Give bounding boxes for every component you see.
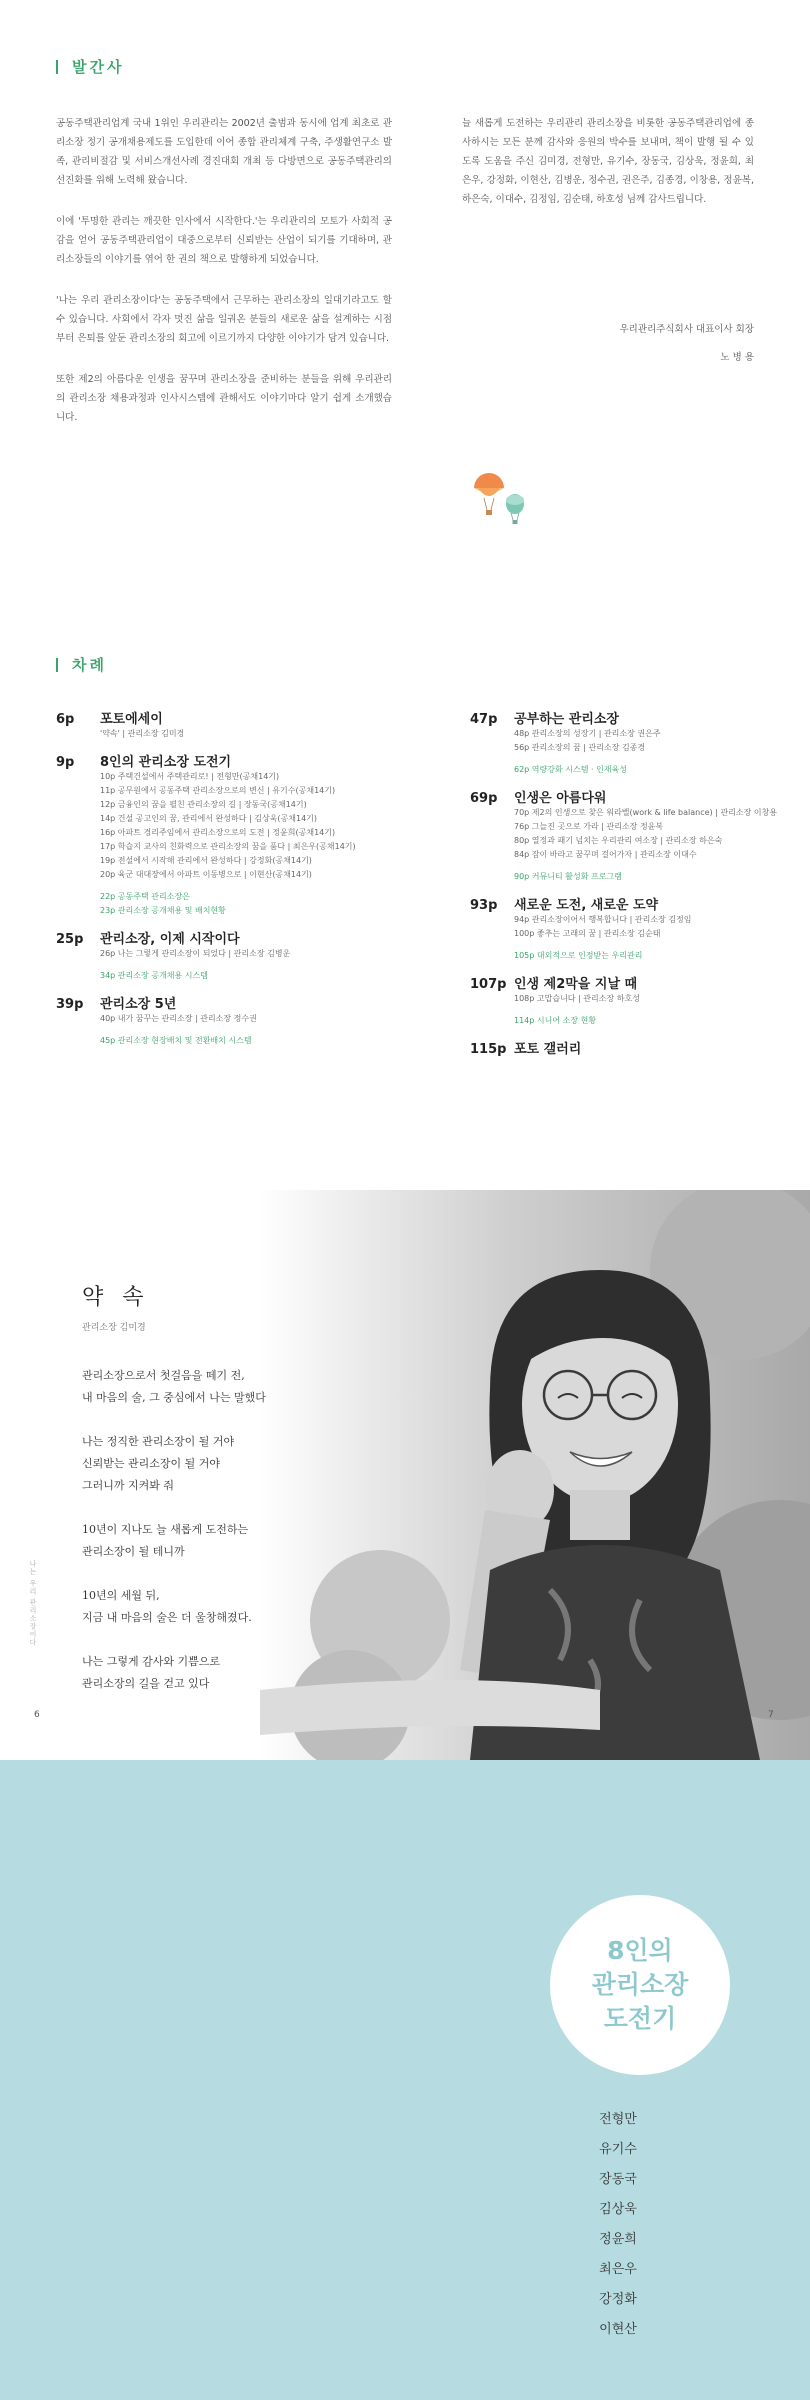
toc-subentry[interactable]: 14p 건설 공고인의 꿈, 관리에서 완성하다 | 김상욱(공채14기) — [100, 814, 318, 823]
preface-right-column — [462, 114, 754, 231]
toc-feature-entry[interactable]: 105p 대외적으로 인정받는 우리관리 — [514, 951, 643, 960]
manager-name: 최은우 — [599, 2262, 637, 2277]
toc-chapter[interactable] — [56, 993, 436, 1012]
toc-entry — [470, 894, 790, 963]
manager-name: 정윤희 — [599, 2232, 637, 2247]
poem-stanza — [82, 1365, 266, 1409]
toc-subentry[interactable]: 80p 열정과 패기 넘치는 우리관리 여소장 | 관리소장 하은숙 — [514, 836, 723, 845]
toc-entry — [470, 973, 790, 1028]
toc-feature-entry[interactable]: 45p 관리소장 현장배치 및 전환배치 시스템 — [100, 1036, 252, 1045]
poem-stanza — [82, 1651, 266, 1695]
poem-stanza — [82, 1585, 266, 1629]
chapter-title-circle — [550, 1895, 730, 2075]
manager-name: 김상욱 — [599, 2202, 637, 2217]
heading-bar — [56, 60, 58, 74]
poem-line: 나는 그렇게 감사와 기쁨으로 — [82, 1655, 221, 1668]
toc-subentry[interactable]: 16p 아파트 경리주임에서 관리소장으로의 도전 | 정윤희(공채14기) — [100, 828, 336, 837]
toc-subentry[interactable]: 40p 내가 꿈꾸는 관리소장 | 관리소장 정수권 — [100, 1014, 257, 1023]
poem-author: 관리소장 김미경 — [82, 1323, 146, 1333]
poem-line: 10년이 지나도 늘 새롭게 도전하는 — [82, 1523, 249, 1536]
preface-title: 발간사 — [72, 58, 125, 76]
manager-name: 강정화 — [599, 2292, 637, 2307]
signature-name: 노 병 용 — [720, 352, 754, 363]
toc-page-number: 93p — [470, 898, 498, 913]
toc-chapter-title: 관리소장, 이제 시작이다 — [100, 932, 240, 947]
poem-title: 약 속 — [82, 1285, 150, 1310]
toc-chapter[interactable] — [470, 973, 790, 992]
toc-left-column — [56, 708, 436, 1058]
toc-spacer — [56, 1026, 436, 1034]
page-number-left: 6 — [34, 1710, 40, 1720]
toc-heading — [56, 654, 107, 675]
poem-line: 관리소장이 될 테니까 — [82, 1545, 185, 1558]
toc-subentry[interactable]: 56p 관리소장의 꿈 | 관리소장 김종경 — [514, 743, 646, 752]
toc-chapter-title: 포토에세이 — [100, 712, 163, 727]
toc-feature-entry[interactable]: 62p 역량강화 시스템 · 인재육성 — [514, 765, 627, 774]
poem-line: 내 마음의 술, 그 중심에서 나는 말했다 — [82, 1391, 266, 1404]
toc-feature-entry[interactable]: 23p 관리소장 공개채용 및 배치현황 — [100, 906, 226, 915]
chapter-title-line: 8인의 — [607, 1936, 673, 1965]
toc-spacer — [470, 755, 790, 763]
toc-subentry[interactable]: 100p 좋추는 고래의 꿈 | 관리소장 김순태 — [514, 929, 661, 938]
toc-chapter-title: 새로운 도전, 새로운 도약 — [514, 898, 659, 913]
poem-body — [82, 1365, 266, 1717]
poem-section — [0, 1190, 810, 1760]
chapter-title-line: 관리소장 — [591, 1970, 689, 1999]
toc-entry — [470, 708, 790, 777]
toc-page-number: 107p — [470, 977, 507, 992]
preface-paragraph: 공동주택관리업계 국내 1위인 우리관리는 2002년 출범과 동시에 업계 최초로 관리소장 정기 공개채용제도를 도입한데 이어 종합 관리체계 구축, 주생활연구소 발족, 관리비절감 및 서비스개선사례 경진대회 개최 등 다방면으로 공동주택관리의 선진화를 위해 노력해 왔습니다. — [56, 118, 392, 186]
preface-section — [0, 0, 810, 600]
page-number-right: 7 — [768, 1710, 774, 1720]
toc-spacer — [56, 882, 436, 890]
toc-entry — [470, 787, 790, 884]
toc-chapter-title: 공부하는 관리소장 — [514, 712, 619, 727]
toc-subentry[interactable]: 84p 잠이 바라고 꿈꾸며 걸어가자 | 관리소장 이대수 — [514, 850, 697, 859]
poem-line: 그러니까 지켜봐 줘 — [82, 1479, 175, 1492]
heading-bar — [56, 658, 58, 672]
toc-chapter-title: 8인의 관리소장 도전기 — [100, 755, 232, 770]
toc-page-number: 6p — [56, 712, 75, 727]
toc-entry — [56, 993, 436, 1048]
toc-chapter[interactable] — [470, 894, 790, 913]
toc-spacer — [56, 961, 436, 969]
toc-chapter[interactable] — [56, 751, 436, 770]
preface-paragraph: 또한 제2의 아름다운 인생을 꿈꾸며 관리소장을 준비하는 분들을 위해 우리관리의 관리소장 채용과정과 인사시스템에 관해서도 이야기마다 알기 쉽게 소개했습니다. — [56, 374, 392, 423]
toc-entry — [56, 928, 436, 983]
toc-subentry[interactable]: 48p 관리소장의 성장기 | 관리소장 권은주 — [514, 729, 661, 738]
toc-page-number: 9p — [56, 755, 75, 770]
toc-subentry[interactable]: 76p 그늘진 곳으로 가라 | 관리소장 정윤복 — [514, 822, 664, 831]
toc-chapter-title: 인생 제2막을 지날 때 — [514, 977, 638, 992]
toc-page-number: 69p — [470, 791, 498, 806]
toc-entry — [56, 708, 436, 741]
toc-feature-entry[interactable]: 22p 공동주택 관리소장은 — [100, 892, 190, 901]
toc-subentry[interactable]: 20p 육군 대대장에서 아파트 이동병으로 | 이현산(공채14기) — [100, 870, 312, 879]
toc-spacer — [470, 941, 790, 949]
toc-feature-entry[interactable]: 90p 커뮤니티 활성화 프로그램 — [514, 872, 622, 881]
poem-line: 10년의 세월 뒤, — [82, 1589, 160, 1602]
toc-chapter[interactable] — [470, 1038, 790, 1057]
toc-subentry[interactable]: 108p 고맙습니다 | 관리소장 하호성 — [514, 994, 640, 1003]
toc-section — [0, 600, 810, 1200]
poem-line: 지금 내 마음의 술은 더 울창해졌다. — [82, 1611, 252, 1624]
preface-left-column — [56, 114, 392, 449]
toc-page-number: 115p — [470, 1042, 507, 1057]
toc-subentry[interactable]: 94p 관리소장이어서 행복합니다 | 관리소장 김정임 — [514, 915, 692, 924]
toc-subentry[interactable]: 70p 제2의 인생으로 찾은 워라밸(work & life balance) | 관리소장 이창용 — [514, 808, 778, 817]
hot-air-balloons-icon — [470, 470, 534, 532]
toc-page-number: 47p — [470, 712, 498, 727]
poem-stanza — [82, 1519, 266, 1563]
toc-chapter-title: 인생은 아름다워 — [514, 791, 607, 806]
poem-line: 관리소장으로서 첫걸음을 떼기 전, — [82, 1369, 245, 1382]
toc-title: 차례 — [72, 656, 107, 674]
poem-line: 관리소장의 길을 걷고 있다 — [82, 1677, 210, 1690]
manager-name-list — [588, 2105, 648, 2345]
toc-chapter[interactable] — [56, 708, 436, 727]
portrait-photo — [260, 1190, 810, 1760]
portrait-illustration — [260, 1190, 810, 1760]
toc-feature-entry[interactable]: 34p 관리소장 공개채용 시스템 — [100, 971, 208, 980]
toc-page-number: 25p — [56, 932, 84, 947]
preface-paragraph: '나는 우리 관리소장이다'는 공동주택에서 근무하는 관리소장의 일대기라고도 할 수 있습니다. 사회에서 각자 멋진 삶을 일궈온 분들의 새로운 삶을 설계하는 시점부터 은퇴를 앞둔 관리소장의 회고에 이르기까지 다양한 이야기가 담겨 있습니다. — [56, 295, 392, 344]
toc-page-number: 39p — [56, 997, 84, 1012]
manager-name: 이현산 — [599, 2322, 637, 2337]
toc-chapter[interactable] — [470, 787, 790, 806]
toc-spacer — [470, 862, 790, 870]
toc-feature-entry[interactable]: 114p 시니어 소장 현황 — [514, 1016, 597, 1025]
signature-org: 우리관리주식회사 대표이사 회장 — [619, 324, 754, 335]
toc-subentry[interactable]: 26p 나는 그렇게 관리소장이 되었다 | 관리소장 김병운 — [100, 949, 291, 958]
toc-spacer — [470, 1006, 790, 1014]
poem-stanza — [82, 1431, 266, 1497]
toc-chapter-title: 포토 갤러리 — [514, 1042, 582, 1057]
manager-name: 유기수 — [599, 2142, 637, 2157]
chapter-cover-section — [0, 1760, 810, 2400]
toc-right-column — [470, 708, 790, 1067]
toc-entry — [56, 751, 436, 918]
preface-heading — [56, 56, 124, 77]
toc-subentry[interactable]: '약속' | 관리소장 김미경 — [100, 729, 185, 738]
toc-subentry[interactable]: 19p 전설에서 시작해 관리에서 완성하다 | 강정화(공채14기) — [100, 856, 312, 865]
manager-name: 장동국 — [599, 2172, 637, 2187]
toc-subentry[interactable]: 12p 금융인의 꿈을 펼친 관리소장의 길 | 장동국(공채14기) — [100, 800, 307, 809]
book-title-vertical: 나는 우리 관리소장이다 — [29, 1560, 37, 1647]
manager-name: 전형만 — [599, 2112, 637, 2127]
toc-chapter-title: 관리소장 5년 — [100, 997, 177, 1012]
preface-signature — [462, 316, 754, 372]
chapter-title-line: 도전기 — [603, 2004, 677, 2033]
poem-line: 신뢰받는 관리소장이 될 거야 — [82, 1457, 221, 1470]
toc-subentry[interactable]: 10p 주택건설에서 주택관리로! | 전형만(공채14기) — [100, 772, 280, 781]
poem-line: 나는 정직한 관리소장이 될 거야 — [82, 1435, 235, 1448]
toc-chapter[interactable] — [470, 708, 790, 727]
toc-subentry[interactable]: 17p 학습지 교사의 친화력으로 관리소장의 꿈을 품다 | 최은우(공채14기) — [100, 842, 356, 851]
toc-subentry[interactable]: 11p 공무원에서 공동주택 관리소장으로의 변신 | 유기수(공채14기) — [100, 786, 336, 795]
preface-paragraph: 늘 새롭게 도전하는 우리관리 관리소장을 비롯한 공동주택관리업에 종사하시는 모든 분께 감사와 응원의 박수를 보내며, 책이 발행 될 수 있도록 도움을 주신 김미경, 전형만, 유기수, 장동국, 김상욱, 정윤희, 최은우, 강정화, 이현산, 김병운, 정수권, 권은주, 김종경, 이창용, 정윤복, 하은숙, 이대수, 김정임, 김순태, 하호성 님께 감사드립니다. — [462, 118, 754, 205]
toc-entry — [470, 1038, 790, 1057]
preface-paragraph: 이에 '투명한 관리는 깨끗한 인사에서 시작한다.'는 우리관리의 모토가 사회적 공감을 얻어 공동주택관리업이 대중으로부터 신뢰받는 산업이 되기를 기대하며, 관리소장들의 이야기를 엮어 한 권의 책으로 발행하게 되었습니다. — [56, 216, 392, 265]
toc-chapter[interactable] — [56, 928, 436, 947]
